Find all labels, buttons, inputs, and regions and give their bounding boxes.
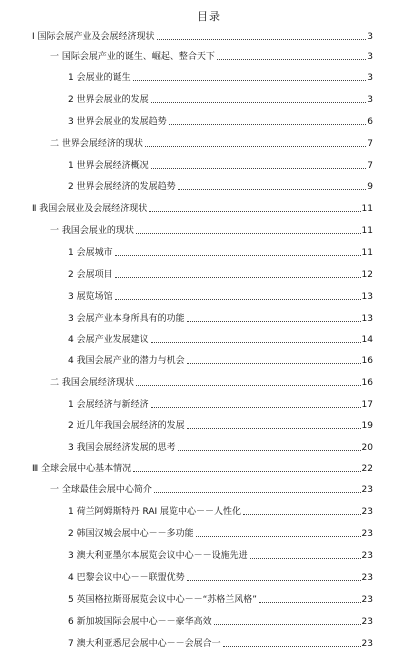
toc-page-number: 11 [361,204,373,214]
toc-entry-level-1[interactable] [32,202,373,215]
toc-page-number: 20 [361,443,373,453]
toc-page-number: 7 [367,139,373,149]
toc-page-number: 19 [361,421,373,431]
toc-entry-level-3[interactable] [68,549,373,562]
toc-entry-level-3[interactable] [68,419,373,432]
toc-leader-dots [136,385,361,386]
toc-entry-level-3[interactable] [68,71,373,84]
toc-page-number: 3 [367,52,373,62]
toc-entry-level-3[interactable] [68,441,373,454]
toc-entry-label: 3 会展产业本身所具有的功能 [68,314,185,324]
toc-entry-level-2[interactable] [50,483,373,496]
toc-entry-level-3[interactable] [68,527,373,540]
toc-page-number: 14 [361,335,373,345]
toc-leader-dots [187,321,361,322]
toc-entry-label: 3 澳大利亚墨尔本展览会议中心－－设施先进 [68,551,248,561]
toc-entry-level-3[interactable] [68,268,373,281]
toc-leader-dots [187,580,361,581]
toc-entry-label: 1 会展经济与新经济 [68,400,149,410]
toc-entry-label: 2 世界会展业的发展 [68,95,149,105]
toc-entry-level-2[interactable] [50,50,373,63]
toc-title: 目录 [197,10,221,23]
toc-page-number: 7 [367,161,373,171]
toc-entry-label: 一 全球最佳会展中心简介 [50,485,152,495]
toc-leader-dots [214,624,361,625]
toc-page-number: 23 [361,507,373,517]
toc-leader-dots [196,536,361,537]
toc-leader-dots [149,211,360,212]
toc-entry-level-3[interactable] [68,615,373,628]
toc-leader-dots [151,407,361,408]
toc-page-number: 22 [361,464,373,474]
toc-page-number: 11 [361,248,373,258]
toc-entry-label: 4 会展产业发展建议 [68,335,149,345]
toc-entry-level-3[interactable] [68,180,373,193]
toc-page-number: 13 [361,314,373,324]
toc-leader-dots [178,189,367,190]
toc-entry-label: 3 世界会展业的发展趋势 [68,117,167,127]
toc-page-number: 6 [367,117,373,127]
toc-page-number: 13 [361,292,373,302]
toc-leader-dots [187,428,361,429]
toc-entry-level-3[interactable] [68,246,373,259]
toc-leader-dots [136,233,361,234]
toc-entry-label: 5 英国格拉斯哥展览会议中心－－“苏格兰风格” [68,595,257,605]
toc-entry-level-3[interactable] [68,593,373,606]
toc-entry-label: 一 我国会展业的现状 [50,226,134,236]
toc-entry-label: 4 我国会展产业的潜力与机会 [68,356,185,366]
toc-entry-label: 2 世界会展经济的发展趋势 [68,182,176,192]
toc-page-number: 3 [367,95,373,105]
toc-leader-dots [157,39,367,40]
toc-page-number: 23 [361,595,373,605]
toc-page-number: 17 [361,400,373,410]
toc-leader-dots [223,646,361,647]
toc-page-number: 23 [361,551,373,561]
toc-leader-dots [115,299,361,300]
toc-page-number: 16 [361,378,373,388]
toc-leader-dots [151,102,367,103]
toc-entry-level-3[interactable] [68,398,373,411]
toc-entry-label: 一 国际会展产业的诞生、崛起、整合天下 [50,52,215,62]
toc-page-number: 3 [367,73,373,83]
toc-entry-label: 4 巴黎会议中心－－联盟优势 [68,573,185,583]
toc-entry-label: 二 世界会展经济的现状 [50,139,143,149]
toc-entry-label: 2 韩国汉城会展中心－－多功能 [68,529,194,539]
toc-entry-label: Ⅰ 国际会展产业及会展经济现状 [32,32,155,42]
toc-leader-dots [217,59,366,60]
toc-entry-level-3[interactable] [68,333,373,346]
toc-leader-dots [169,124,367,125]
toc-entry-level-2[interactable] [50,376,373,389]
toc-page-number: 12 [361,270,373,280]
toc-entry-label: 6 新加坡国际会展中心－－豪华高效 [68,617,212,627]
toc-leader-dots [243,514,361,515]
toc-leader-dots [115,255,361,256]
toc-entry-label: 二 我国会展经济现状 [50,378,134,388]
toc-page-number: 23 [361,529,373,539]
toc-entry-label: 1 会展城市 [68,248,113,258]
toc-entry-label: 2 近几年我国会展经济的发展 [68,421,185,431]
toc-entry-level-1[interactable] [32,30,373,43]
toc-page-number: 23 [361,573,373,583]
toc-entry-label: 1 会展业的诞生 [68,73,131,83]
toc-entry-label: Ⅲ 全球会展中心基本情况 [32,464,132,474]
toc-entry-level-2[interactable] [50,137,373,150]
toc-entry-level-3[interactable] [68,115,373,128]
toc-entry-level-3[interactable] [68,637,373,650]
toc-entry-label: 3 展览场馆 [68,292,113,302]
toc-entry-label: 1 荷兰阿姆斯特丹 RAI 展览中心－－人性化 [68,507,242,517]
toc-page-number: 9 [367,182,373,192]
toc-page-number: 3 [367,32,373,42]
toc-entry-label: 1 世界会展经济概况 [68,161,149,171]
toc-leader-dots [151,342,361,343]
toc-leader-dots [187,363,361,364]
toc-entry-level-3[interactable] [68,571,373,584]
toc-entry-level-1[interactable] [32,462,373,475]
toc-leader-dots [250,558,361,559]
toc-entry-level-3[interactable] [68,93,373,106]
toc-entry-label: 7 澳大利亚悉尼会展中心－－会展合一 [68,639,221,649]
toc-entry-label: 3 我国会展经济发展的思考 [68,443,176,453]
toc-page-number: 11 [361,226,373,236]
toc-entry-level-3[interactable] [68,159,373,172]
toc-entry-level-2[interactable] [50,224,373,237]
toc-entry-level-3[interactable] [68,290,373,303]
toc-page-number: 23 [361,485,373,495]
toc-page-number: 23 [361,617,373,627]
toc-leader-dots [145,146,366,147]
toc-page-number: 16 [361,356,373,366]
toc-entry-level-3[interactable] [68,312,373,325]
toc-entry-level-3[interactable] [68,505,373,518]
toc-leader-dots [115,277,361,278]
toc-leader-dots [178,450,361,451]
toc-leader-dots [133,80,367,81]
toc-page-number: 23 [361,639,373,649]
toc-entry-label: 2 会展项目 [68,270,113,280]
toc-leader-dots [259,602,361,603]
toc-entry-level-3[interactable] [68,354,373,367]
toc-entry-label: Ⅱ 我国会展业及会展经济现状 [32,204,148,214]
toc-leader-dots [154,492,361,493]
toc-leader-dots [151,168,367,169]
toc-leader-dots [133,471,360,472]
